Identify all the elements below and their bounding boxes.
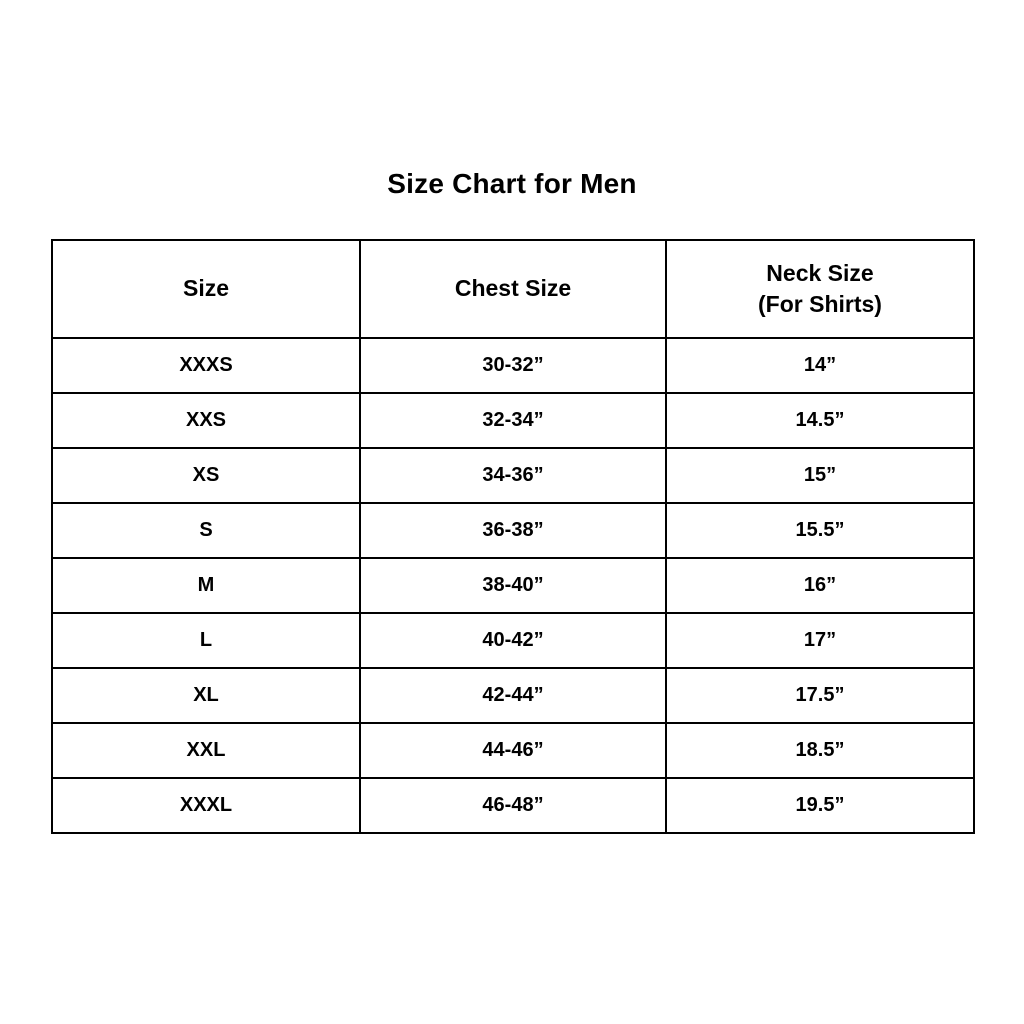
table-row bbox=[52, 393, 974, 448]
table-body bbox=[52, 338, 974, 833]
cell-chest: 44-46” bbox=[360, 723, 666, 778]
cell-size: XXXL bbox=[52, 778, 360, 833]
column-header-neck bbox=[666, 240, 974, 338]
column-header-size-label: Size bbox=[182, 275, 230, 302]
table-row bbox=[52, 558, 974, 613]
table-row bbox=[52, 448, 974, 503]
table-row bbox=[52, 723, 974, 778]
cell-chest: 38-40” bbox=[360, 558, 666, 613]
cell-chest: 46-48” bbox=[360, 778, 666, 833]
cell-size: L bbox=[52, 613, 360, 668]
table-row bbox=[52, 338, 974, 393]
cell-size: XXL bbox=[52, 723, 360, 778]
cell-size: S bbox=[52, 503, 360, 558]
page-title: Size Chart for Men bbox=[387, 168, 637, 199]
cell-neck: 16” bbox=[666, 558, 974, 613]
cell-chest: 40-42” bbox=[360, 613, 666, 668]
cell-neck: 18.5” bbox=[666, 723, 974, 778]
size-chart-table bbox=[51, 239, 975, 834]
cell-chest: 42-44” bbox=[360, 668, 666, 723]
cell-neck: 15.5” bbox=[666, 503, 974, 558]
cell-chest: 32-34” bbox=[360, 393, 666, 448]
cell-chest: 36-38” bbox=[360, 503, 666, 558]
table-row bbox=[52, 613, 974, 668]
cell-size: XS bbox=[52, 448, 360, 503]
column-header-neck-label: Neck Size bbox=[766, 259, 874, 286]
column-header-chest-label: Chest Size bbox=[454, 275, 572, 302]
table-header-row bbox=[52, 240, 974, 338]
table-row bbox=[52, 668, 974, 723]
cell-size: XXXS bbox=[52, 338, 360, 393]
cell-neck: 19.5” bbox=[666, 778, 974, 833]
table-row bbox=[52, 503, 974, 558]
cell-size: M bbox=[52, 558, 360, 613]
table-row bbox=[52, 778, 974, 833]
column-header-chest bbox=[360, 240, 666, 338]
cell-chest: 34-36” bbox=[360, 448, 666, 503]
cell-chest: 30-32” bbox=[360, 338, 666, 393]
table-header bbox=[52, 240, 974, 338]
column-header-size bbox=[52, 240, 360, 338]
cell-neck: 17.5” bbox=[666, 668, 974, 723]
cell-neck: 14.5” bbox=[666, 393, 974, 448]
column-header-neck-sublabel: (For Shirts) bbox=[758, 291, 882, 317]
cell-neck: 15” bbox=[666, 448, 974, 503]
cell-neck: 14” bbox=[666, 338, 974, 393]
cell-neck: 17” bbox=[666, 613, 974, 668]
cell-size: XXS bbox=[52, 393, 360, 448]
cell-size: XL bbox=[52, 668, 360, 723]
